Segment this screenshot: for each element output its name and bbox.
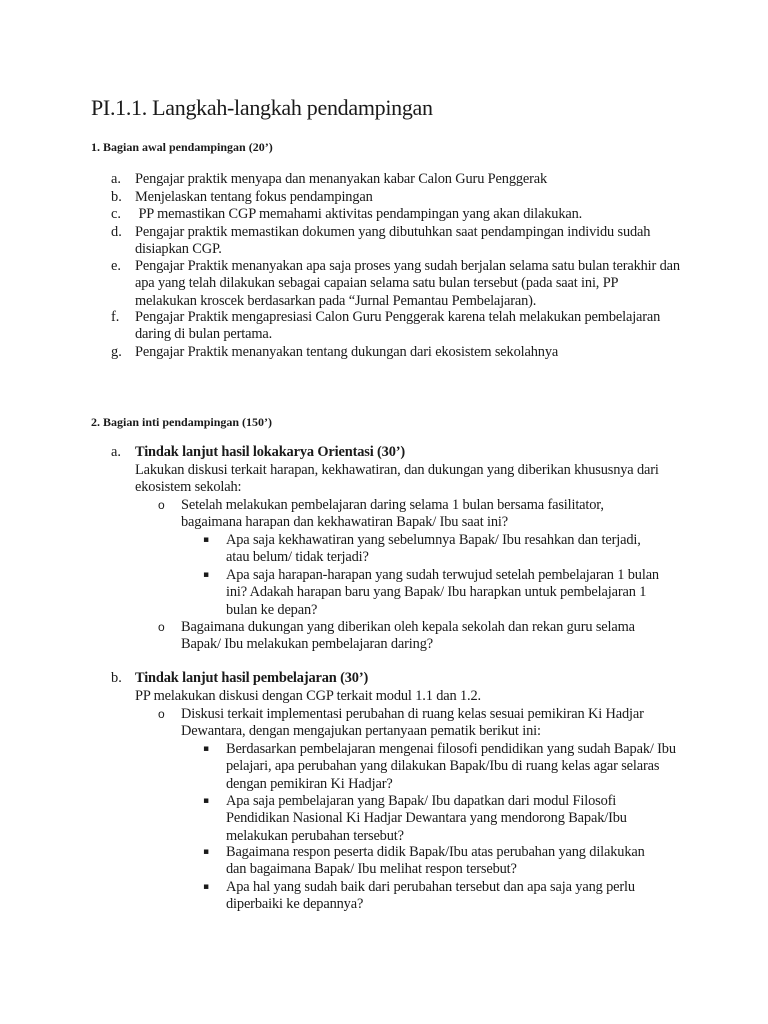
sub-bullet-text-a1-2: Apa saja harapan-harapan yang sudah terwujud setelah pembelajaran 1 bulan ini? Adakah harapan baru yang Bapak/ Ibu harapkan untuk pembelajaran 1 bulan ke depan? [226,567,659,618]
square-bullet-icon: ▪ [203,535,210,545]
item-text-g: Pengajar Praktik menanyakan tentang dukungan dari ekosistem sekolahnya [135,344,559,360]
section-1-heading: 1. Bagian awal pendampingan (20’) [91,140,273,154]
sub-bullet-text-b1-3: Bagaimana respon peserta didik Bapak/Ibu atas perubahan yang dilakukan dan bagaimana Bapak/ Ibu melihat respon tersebut? [226,844,645,878]
item-label-f: f. [111,309,120,325]
subsection-a-label: a. [111,444,121,460]
item-text-f: Pengajar Praktik mengapresiasi Calon Guru Penggerak karena telah melakukan pembelajaran daring di bulan pertama. [135,309,661,343]
square-bullet-icon: ▪ [203,796,210,806]
page-title: PI.1.1. Langkah-langkah pendampingan [91,95,433,120]
subsection-b-title: Tindak lanjut hasil pembelajaran (30’) [135,670,369,686]
subsection-b-intro: PP melakukan diskusi dengan CGP terkait modul 1.1 dan 1.2. [135,688,481,704]
square-bullet-icon: ▪ [203,847,210,857]
square-bullet-icon: ▪ [203,882,210,892]
section-2-heading: 2. Bagian inti pendampingan (150’) [91,415,273,429]
subsection-a-title: Tindak lanjut hasil lokakarya Orientasi (30’) [135,444,406,460]
sub-bullet-text-b1-4: Apa hal yang sudah baik dari perubahan tersebut dan apa saja yang perlu diperbaiki ke depannya? [226,879,635,913]
circle-bullet-icon: o [158,498,165,512]
sub-bullet-text-a1-1: Apa saja kekhawatiran yang sebelumnya Bapak/ Ibu resahkan dan terjadi, atau belum/ tidak terjadi? [226,532,641,566]
item-text-a: Pengajar praktik menyapa dan menanyakan kabar Calon Guru Penggerak [135,171,548,187]
square-bullet-icon: ▪ [203,744,210,754]
item-label-b: b. [111,189,122,205]
subsection-a-intro: Lakukan diskusi terkait harapan, kekhawatiran, dan dukungan yang diberikan khususnya dari ekosistem sekolah: [135,462,659,496]
sub-bullet-text-b1-2: Apa saja pembelajaran yang Bapak/ Ibu dapatkan dari modul Filosofi Pendidikan Nasional Ki Hadjar Dewantara yang mendorong Bapak/Ibu melakukan perubahan tersebut? [226,793,627,844]
sub-bullet-text-b1-1: Berdasarkan pembelajaran mengenai filosofi pendidikan yang sudah Bapak/ Ibu pelajari, apa perubahan yang dilakukan Bapak/Ibu di ruang kelas agar selaras dengan pemikiran Ki Hadjar? [226,741,676,792]
item-label-d: d. [111,224,122,240]
circle-bullet-icon: o [158,620,165,634]
item-label-g: g. [111,344,122,360]
item-text-c: PP memastikan CGP memahami aktivitas pendampingan yang akan dilakukan. [135,206,583,222]
item-text-d: Pengajar praktik memastikan dokumen yang dibutuhkan saat pendampingan individu sudah disiapkan CGP. [135,224,651,258]
square-bullet-icon: ▪ [203,570,210,580]
bullet-text-b1: Diskusi terkait implementasi perubahan di ruang kelas sesuai pemikiran Ki Hadjar Dewantara, dengan mengajukan pertanyaan pematik berikut ini: [181,706,644,740]
item-label-c: c. [111,206,121,222]
bullet-text-a2: Bagaimana dukungan yang diberikan oleh kepala sekolah dan rekan guru selama Bapak/ Ibu melakukan pembelajaran daring? [181,619,635,653]
item-text-b: Menjelaskan tentang fokus pendampingan [135,189,373,205]
item-label-e: e. [111,258,121,274]
item-label-a: a. [111,171,121,187]
item-text-e: Pengajar Praktik menanyakan apa saja proses yang sudah berjalan selama satu bulan terakhir dan apa yang telah dilakukan sebagai capaian selama satu bulan tersebut (pada saat ini, PP melakukan kroscek berdasarkan pada “Jurnal Pemantau Pembelajaran). [135,258,680,309]
circle-bullet-icon: o [158,707,165,721]
bullet-text-a1: Setelah melakukan pembelajaran daring selama 1 bulan bersama fasilitator, bagaimana harapan dan kekhawatiran Bapak/ Ibu saat ini? [181,497,604,531]
subsection-b-label: b. [111,670,122,686]
